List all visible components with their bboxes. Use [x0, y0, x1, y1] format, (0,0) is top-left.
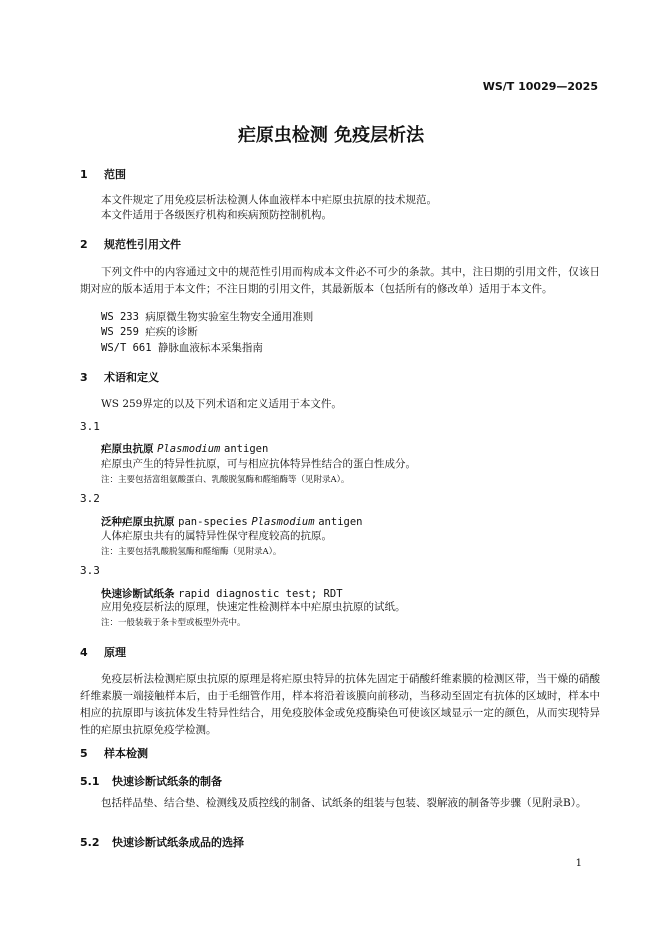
- term-english: antigen: [224, 443, 269, 455]
- section-number: 3: [80, 371, 88, 384]
- section-number: 4: [80, 646, 88, 659]
- reference-item: WS/T 661 静脉血液标本采集指南: [101, 342, 263, 354]
- term-english-italic: Plasmodium: [251, 516, 315, 528]
- section-5-heading: [80, 745, 148, 761]
- subsection-title: 快速诊断试纸条的制备: [112, 775, 222, 788]
- section-4-paragraph: 免疫层析法检测疟原虫抗原的原理是将疟原虫特异的抗体先固定于硝酸纤维素膜的检测区带，当干燥的硝酸纤维素膜一端接触样本后，由于毛细管作用，样本将沿着该膜向前移动，当移动至固定有抗体的区域时，样本中相应的抗原即与该抗体发生特异性结合，用免疫胶体金或免疫酶染色可使该区域显示一定的颜色，从而实现特异性的疟原虫抗原免疫学检测。: [80, 673, 600, 736]
- term-3-3: [101, 586, 343, 601]
- reference-item: WS 233 病原微生物实验室生物安全通用准则: [101, 311, 314, 323]
- subsection-number: 5.1: [80, 775, 100, 788]
- reference-item: WS 259 疟疾的诊断: [101, 326, 198, 338]
- term-chinese: 疟原虫抗原: [101, 443, 154, 455]
- section-1-paragraph-2: 本文件适用于各级医疗机构和疾病预防控制机构。: [101, 209, 332, 221]
- term-english-prefix: pan-species: [178, 516, 248, 528]
- term-definition: 人体疟原虫共有的属特异性保守程度较高的抗原。: [101, 530, 332, 542]
- term-note: 注：一般装载于条卡型或板型外壳中。: [101, 618, 246, 628]
- page-number: 1: [575, 858, 582, 869]
- section-title: 范围: [104, 168, 126, 181]
- section-3-intro: WS 259界定的以及下列术语和定义适用于本文件。: [101, 398, 342, 410]
- term-chinese: 泛种疟原虫抗原: [101, 516, 175, 528]
- subsection-5-1-paragraph: 包括样品垫、结合垫、检测线及质控线的制备、试纸条的组装与包装、裂解液的制备等步骤（见附录B）。: [101, 797, 587, 809]
- section-title: 规范性引用文件: [104, 238, 181, 251]
- term-english-italic: Plasmodium: [157, 443, 221, 455]
- section-1-heading: [80, 166, 126, 182]
- document-title: 疟原虫检测 免疫层析法: [237, 125, 425, 146]
- subsection-title: 快速诊断试纸条成品的选择: [112, 836, 244, 849]
- section-number: 1: [80, 168, 88, 181]
- section-title: 术语和定义: [104, 371, 159, 384]
- term-3-1: [101, 441, 268, 456]
- term-english: antigen: [318, 516, 363, 528]
- term-english: rapid diagnostic test; RDT: [178, 588, 343, 600]
- section-title: 样本检测: [104, 747, 148, 760]
- term-number: 3.3: [80, 564, 100, 577]
- term-definition: 疟原虫产生的特异性抗原，可与相应抗体特异性结合的蛋白性成分。: [101, 458, 416, 470]
- subsection-5-2-heading: [80, 834, 244, 850]
- section-2-intro: 下列文件中的内容通过文中的规范性引用而构成本文件必不可少的条款。其中，注日期的引用文件，仅该日期对应的版本适用于本文件；不注日期的引用文件，其最新版本（包括所有的修改单）适用于本文件。: [80, 266, 600, 295]
- term-chinese: 快速诊断试纸条: [101, 588, 175, 600]
- standard-number: WS/T 10029—2025: [482, 80, 598, 93]
- term-definition: 应用免疫层析法的原理，快速定性检测样本中疟原虫抗原的试纸。: [101, 601, 406, 613]
- subsection-number: 5.2: [80, 836, 100, 849]
- term-3-2: [101, 514, 363, 529]
- term-note: 注：主要包括乳酸脱氢酶和醛缩酶（见附录A）。: [101, 547, 282, 557]
- section-2-heading: [80, 236, 181, 252]
- section-4-heading: [80, 644, 126, 660]
- term-number: 3.1: [80, 420, 100, 433]
- term-number: 3.2: [80, 492, 100, 505]
- section-3-heading: [80, 369, 159, 385]
- subsection-5-1-heading: [80, 773, 222, 789]
- section-1-paragraph-1: 本文件规定了用免疫层析法检测人体血液样本中疟原虫抗原的技术规范。: [101, 194, 437, 206]
- term-note: 注：主要包括富组氨酸蛋白、乳酸脱氢酶和醛缩酶等（见附录A）。: [101, 475, 350, 485]
- section-number: 2: [80, 238, 88, 251]
- section-title: 原理: [104, 646, 126, 659]
- section-number: 5: [80, 747, 88, 760]
